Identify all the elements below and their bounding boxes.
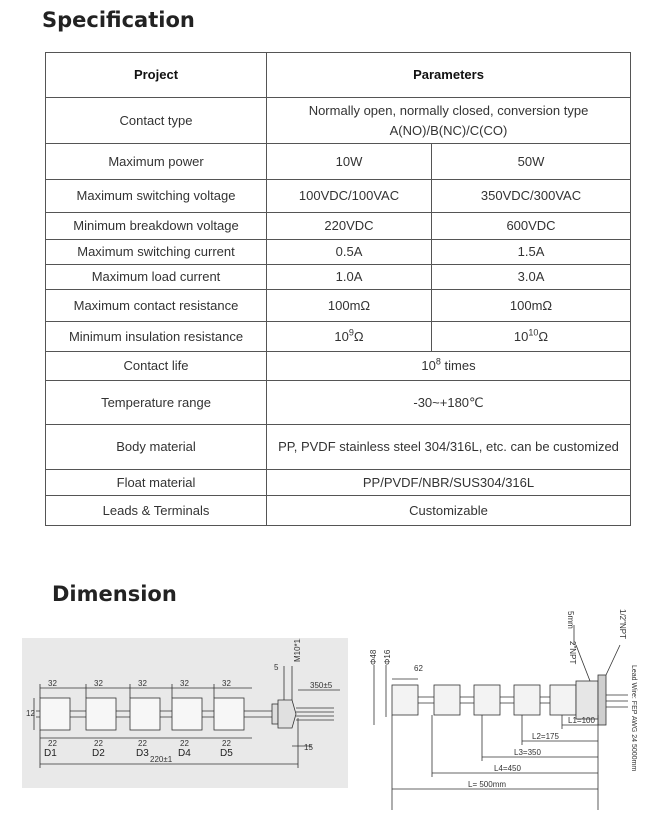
dim-l4: L4=450 bbox=[494, 764, 521, 773]
table-header-row bbox=[46, 53, 631, 98]
float-label-d4: D4 bbox=[178, 748, 191, 759]
dim-float-4: 22 bbox=[180, 739, 189, 748]
row-value: 0.5A bbox=[267, 240, 432, 265]
dim-top-5mm: 5mm bbox=[566, 611, 575, 629]
row-value: 220VDC bbox=[267, 213, 432, 240]
row-value: 100mΩ bbox=[267, 290, 432, 322]
table-row bbox=[46, 213, 631, 240]
dim-top: 5 bbox=[274, 663, 279, 672]
specification-table bbox=[45, 52, 631, 526]
dim-gap: 15 bbox=[304, 743, 313, 752]
row-value: 50W bbox=[432, 144, 631, 180]
row-value: Normally open, normally closed, conversion type A(NO)/B(NC)/C(CO) bbox=[267, 98, 631, 144]
dimension-drawing-right bbox=[362, 605, 650, 823]
table-row bbox=[46, 322, 631, 352]
table-row bbox=[46, 144, 631, 180]
row-label: Minimum breakdown voltage bbox=[46, 213, 267, 240]
row-value: $10^{10}\Omega$ bbox=[432, 322, 631, 352]
row-value: 3.0A bbox=[432, 265, 631, 290]
table-row bbox=[46, 265, 631, 290]
row-label: Minimum insulation resistance bbox=[46, 322, 267, 352]
dim-thread: M10*1.0 bbox=[293, 638, 302, 662]
table-row bbox=[46, 470, 631, 496]
dim-spacing-5: 32 bbox=[222, 679, 231, 688]
table-row bbox=[46, 496, 631, 526]
dim-spacing-3: 32 bbox=[138, 679, 147, 688]
header-project: Project bbox=[46, 53, 267, 98]
dim-spacing-1: 32 bbox=[48, 679, 57, 688]
dim-float-3: 22 bbox=[138, 739, 147, 748]
row-label: Float material bbox=[46, 470, 267, 496]
row-value: 1.0A bbox=[267, 265, 432, 290]
row-value: 350VDC/300VAC bbox=[432, 180, 631, 213]
row-label: Maximum power bbox=[46, 144, 267, 180]
dim-npt-2: 2"NPT bbox=[568, 641, 577, 665]
float-switch-drawing-npt bbox=[362, 605, 650, 823]
dim-spacing-2: 32 bbox=[94, 679, 103, 688]
specification-heading: Specification bbox=[42, 8, 195, 32]
table-row bbox=[46, 290, 631, 322]
row-label: Leads & Terminals bbox=[46, 496, 267, 526]
dim-l3: L3=350 bbox=[514, 748, 541, 757]
float-label-d5: D5 bbox=[220, 748, 233, 759]
table-row bbox=[46, 180, 631, 213]
header-parameters: Parameters bbox=[267, 53, 631, 98]
dimension-heading: Dimension bbox=[52, 582, 177, 606]
row-label: Contact type bbox=[46, 98, 267, 144]
table-row bbox=[46, 381, 631, 425]
dim-float-1: 22 bbox=[48, 739, 57, 748]
float-label-d2: D2 bbox=[92, 748, 105, 759]
row-value: 100VDC/100VAC bbox=[267, 180, 432, 213]
table-row bbox=[46, 98, 631, 144]
row-value: 100mΩ bbox=[432, 290, 631, 322]
table-row bbox=[46, 240, 631, 265]
float-switch-drawing-multi bbox=[22, 638, 348, 788]
dim-spacing-4: 32 bbox=[180, 679, 189, 688]
row-label: Body material bbox=[46, 425, 267, 470]
dim-l2: L2=175 bbox=[532, 732, 559, 741]
table-row bbox=[46, 425, 631, 470]
row-label: Maximum contact resistance bbox=[46, 290, 267, 322]
dim-float-5: 22 bbox=[222, 739, 231, 748]
row-label: Maximum switching current bbox=[46, 240, 267, 265]
dim-lead: 350±5 bbox=[310, 681, 333, 690]
row-value: 1.5A bbox=[432, 240, 631, 265]
float-label-d1: D1 bbox=[44, 748, 57, 759]
float-label-d3: D3 bbox=[136, 748, 149, 759]
row-value: $10^8$ times bbox=[267, 352, 631, 381]
row-value: PP, PVDF stainless steel 304/316L, etc. can be customized bbox=[267, 425, 631, 470]
dim-total: 220±1 bbox=[150, 755, 173, 764]
dim-side: 12 bbox=[26, 709, 35, 718]
table-row bbox=[46, 352, 631, 381]
dim-l: L= 500mm bbox=[468, 780, 507, 789]
row-label: Temperature range bbox=[46, 381, 267, 425]
dim-npt-half: 1/2"NPT bbox=[618, 609, 627, 639]
dim-d1: Φ16 bbox=[383, 649, 392, 665]
row-value: -30~+180℃ bbox=[267, 381, 631, 425]
row-label: Maximum load current bbox=[46, 265, 267, 290]
row-value: 600VDC bbox=[432, 213, 631, 240]
row-value: Customizable bbox=[267, 496, 631, 526]
dim-l1: L1=100 bbox=[568, 716, 595, 725]
row-value: PP/PVDF/NBR/SUS304/316L bbox=[267, 470, 631, 496]
dim-len: 62 bbox=[414, 664, 423, 673]
dimension-drawing-left bbox=[22, 638, 348, 788]
row-label: Maximum switching voltage bbox=[46, 180, 267, 213]
row-label: Contact life bbox=[46, 352, 267, 381]
dim-d2: Φ48 bbox=[369, 649, 378, 665]
row-value: $10^9\Omega$ bbox=[267, 322, 432, 352]
dim-float-2: 22 bbox=[94, 739, 103, 748]
row-value: 10W bbox=[267, 144, 432, 180]
lead-wire-label: Lead Wire: FEP AWG 24 5000mm bbox=[630, 665, 637, 772]
